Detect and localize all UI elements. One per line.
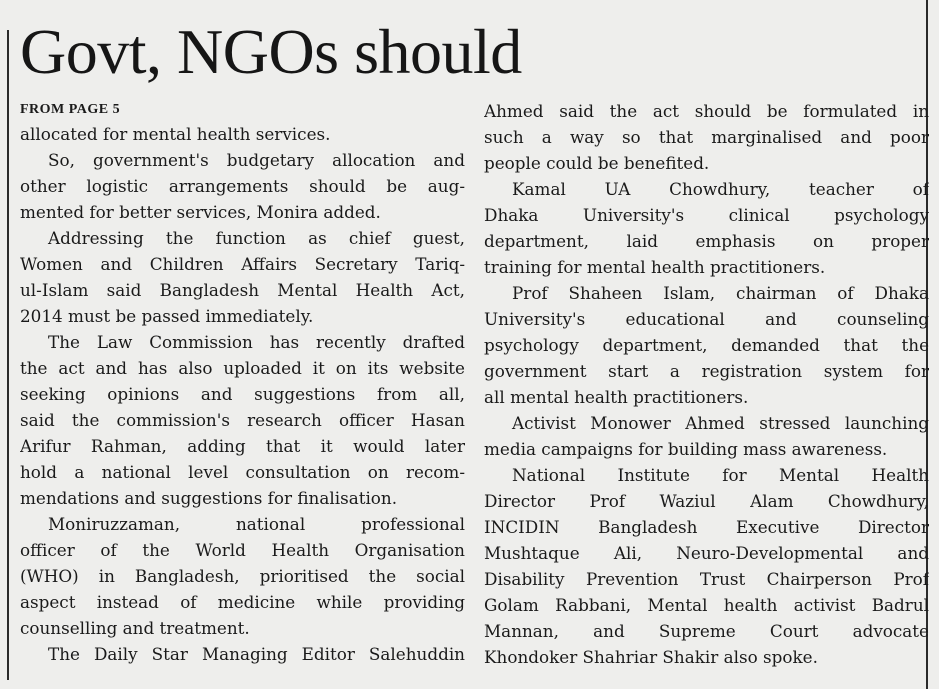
text-line: Arifur Rahman, adding that it would later [20, 436, 465, 456]
text-line: Mannan, and Supreme Court advocate [484, 621, 929, 641]
text-line: hold a national level consultation on recom- [20, 462, 465, 482]
text-line: psychology department, demanded that the [484, 335, 929, 355]
left-column-text [20, 121, 465, 667]
text-line: ul-Islam said Bangladesh Mental Health Act, [20, 280, 465, 300]
text-line: National Institute for Mental Health [512, 465, 929, 485]
text-line: aspect instead of medicine while providing [20, 592, 465, 612]
text-line: media campaigns for building mass awareness. [484, 439, 888, 459]
text-line: Moniruzzaman, national professional [48, 514, 465, 534]
text-line: department, laid emphasis on proper [484, 231, 929, 251]
text-line: such a way so that marginalised and poor [484, 127, 929, 147]
text-line: So, government's budgetary allocation and [48, 150, 465, 170]
text-line: Ahmed said the act should be formulated in [484, 101, 929, 121]
text-line: The Daily Star Managing Editor Salehuddin [48, 644, 465, 664]
text-line: Kamal UA Chowdhury, teacher of [512, 179, 929, 199]
text-line: (WHO) in Bangladesh, prioritised the social [20, 566, 465, 586]
text-line: Golam Rabbani, Mental health activist Badrul [484, 595, 929, 615]
continuation-kicker: FROM PAGE 5 [20, 102, 121, 117]
right-column [484, 98, 929, 670]
text-line: mented for better services, Monira added. [20, 202, 381, 222]
text-line: allocated for mental health services. [20, 124, 331, 144]
text-line: Activist Monower Ahmed stressed launching [512, 413, 929, 433]
text-line: Mushtaque Ali, Neuro-Developmental and [484, 543, 929, 563]
text-line: University's educational and counseling [484, 309, 929, 329]
text-line: Disability Prevention Trust Chairperson Prof [484, 569, 929, 589]
text-line: people could be benefited. [484, 153, 710, 173]
text-line: government start a registration system for [484, 361, 929, 381]
text-line: Director Prof Waziul Alam Chowdhury, [484, 491, 929, 511]
text-line: 2014 must be passed immediately. [20, 306, 314, 326]
text-line: Dhaka University's clinical psychology [484, 205, 929, 225]
headline: Govt, NGOs should [20, 16, 522, 87]
text-line: mendations and suggestions for finalisation. [20, 488, 398, 508]
text-line: all mental health practitioners. [484, 387, 749, 407]
left-column-rule [7, 30, 9, 680]
text-line: other logistic arrangements should be aug- [20, 176, 465, 196]
text-line: The Law Commission has recently drafted [48, 332, 465, 352]
text-line: Women and Children Affairs Secretary Tariq- [20, 254, 465, 274]
text-line: INCIDIN Bangladesh Executive Director [484, 517, 929, 537]
text-line: counselling and treatment. [20, 618, 250, 638]
text-line: Prof Shaheen Islam, chairman of Dhaka [512, 283, 929, 303]
text-line: Khondoker Shahriar Shakir also spoke. [484, 647, 818, 667]
left-column [20, 101, 465, 667]
text-line: seeking opinions and suggestions from all, [20, 384, 465, 404]
text-line: the act and has also uploaded it on its website [20, 358, 465, 378]
text-line: said the commission's research officer Hasan [20, 410, 465, 430]
text-line: officer of the World Health Organisation [20, 540, 465, 560]
text-line: training for mental health practitioners. [484, 257, 826, 277]
text-line: Addressing the function as chief guest, [48, 228, 465, 248]
right-column-text [484, 98, 929, 670]
